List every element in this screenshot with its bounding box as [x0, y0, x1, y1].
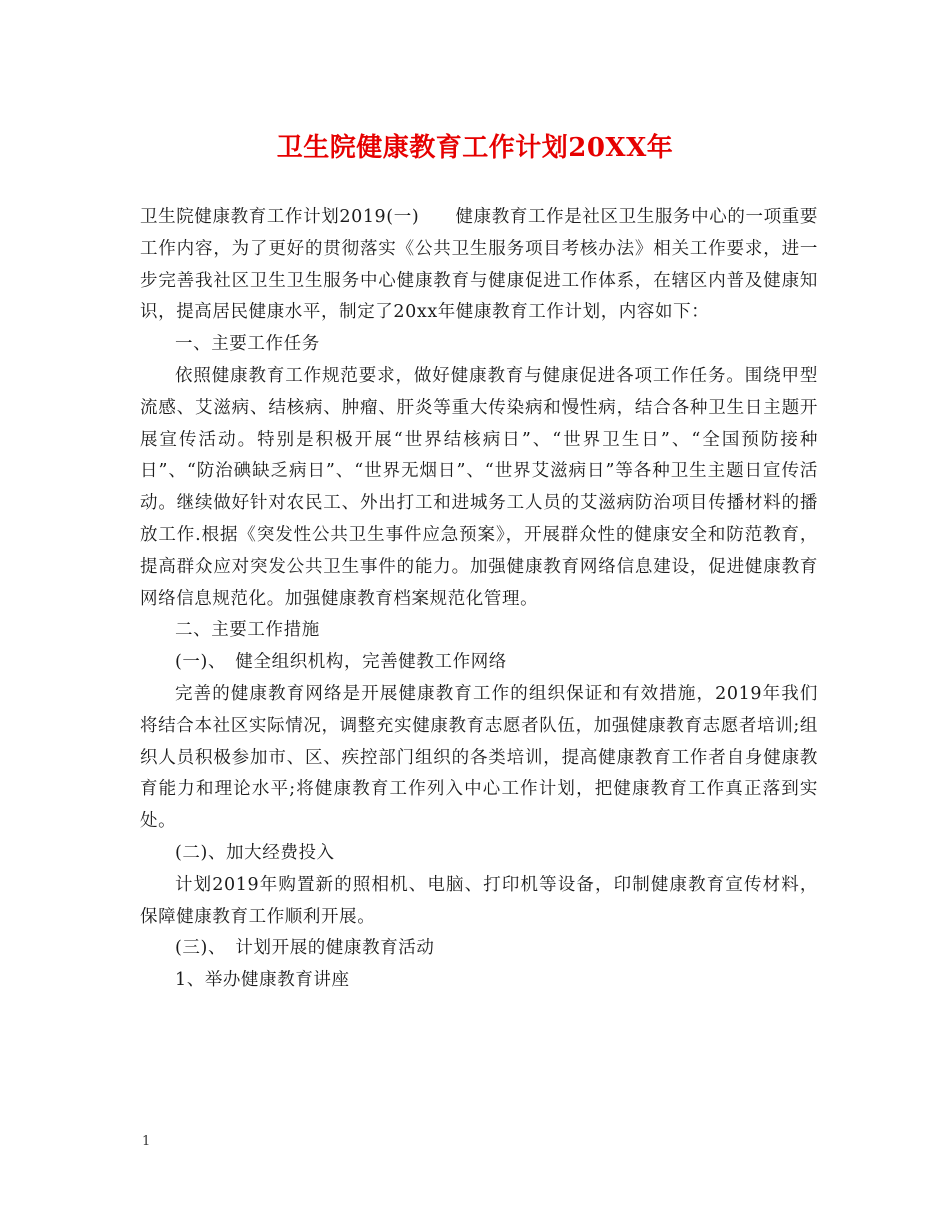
paragraph-funding: 计划2019年购置新的照相机、电脑、打印机等设备，印制健康教育宣传材料，保障健康教育工作顺利开展。	[140, 874, 818, 927]
document-title: 卫生院健康教育工作计划20XX年	[276, 133, 674, 163]
paragraph-organization: 完善的健康教育网络是开展健康教育工作的组织保证和有效措施，2019年我们将结合本社区实际情况，调整充实健康教育志愿者队伍，加强健康教育志愿者培训;组织人员积极参加市、区、疾控部门组织的各类培训，提高健康教育工作者自身健康教育能力和理论水平;将健康教育工作列入中心工作计划，把健康教育工作真正落到实处。	[140, 683, 818, 832]
subheading-activities: (三)、 计划开展的健康教育活动	[175, 938, 435, 959]
list-item-lectures: 1、举办健康教育讲座	[175, 970, 350, 991]
page-number: 1	[142, 1134, 151, 1149]
document-body	[140, 202, 818, 997]
heading-main-measures: 二、主要工作措施	[175, 620, 320, 641]
heading-main-tasks: 一、主要工作任务	[175, 334, 320, 355]
subheading-organization: (一)、 健全组织机构，完善健教工作网络	[175, 652, 507, 673]
paragraph-intro: 卫生院健康教育工作计划2019(一) 健康教育工作是社区卫生服务中心的一项重要工作内容，为了更好的贯彻落实《公共卫生服务项目考核办法》相关工作要求，进一步完善我社区卫生卫生服务中心健康教育与健康促进工作体系，在辖区内普及健康知识，提高居民健康水平，制定了20xx年健康教育工作计划，内容如下：	[140, 207, 818, 323]
paragraph-main-tasks: 依照健康教育工作规范要求，做好健康教育与健康促进各项工作任务。围绕甲型流感、艾滋病、结核病、肿瘤、肝炎等重大传染病和慢性病，结合各种卫生日主题开展宣传活动。特别是积极开展“世界结核病日”、“世界卫生日”、“全国预防接种日”、“防治碘缺乏病日”、“世界无烟日”、“世界艾滋病日”等各种卫生主题日宣传活动。继续做好针对农民工、外出打工和进城务工人员的艾滋病防治项目传播材料的播放工作.根据《突发性公共卫生事件应急预案》，开展群众性的健康安全和防范教育，提高群众应对突发公共卫生事件的能力。加强健康教育网络信息建设，促进健康教育网络信息规范化。加强健康教育档案规范化管理。	[140, 365, 818, 609]
subheading-funding: (二)、加大经费投入	[175, 842, 335, 863]
